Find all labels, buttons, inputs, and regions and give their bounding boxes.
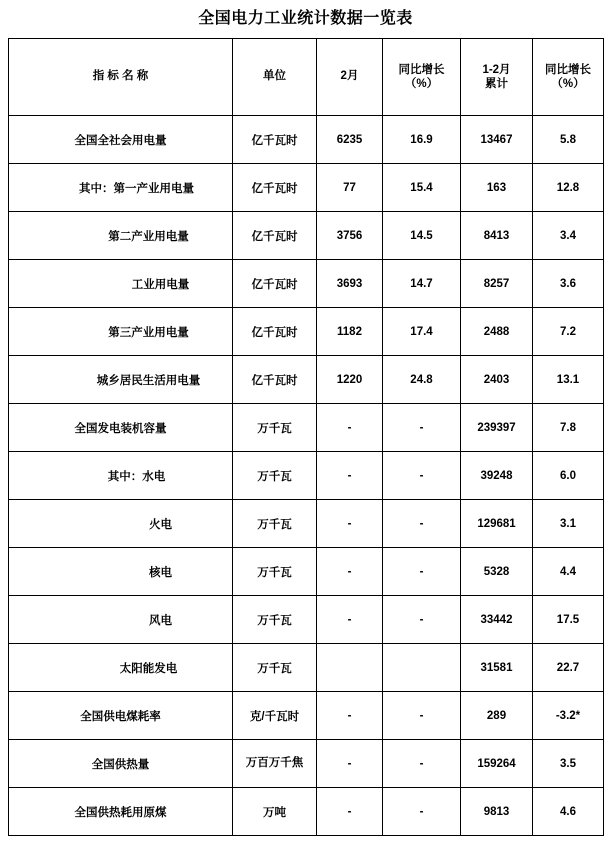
cell-cumulative-value: 9813 bbox=[461, 788, 533, 836]
cell-unit: 万千瓦 bbox=[233, 500, 317, 548]
cell-february-value: 6235 bbox=[317, 116, 383, 164]
yoy-cumulative-line1: 同比增长 bbox=[545, 63, 591, 76]
cell-february-value: - bbox=[317, 452, 383, 500]
cell-cumulative-value: 159264 bbox=[461, 740, 533, 788]
cell-cumulative-value: 2488 bbox=[461, 308, 533, 356]
cell-february-value: 3693 bbox=[317, 260, 383, 308]
cell-cumulative-yoy: 7.2 bbox=[533, 308, 604, 356]
cell-cumulative-value: 5328 bbox=[461, 548, 533, 596]
cell-cumulative-value: 289 bbox=[461, 692, 533, 740]
cell-february-yoy: - bbox=[383, 452, 461, 500]
cell-indicator-name: 第二产业用电量 bbox=[9, 212, 233, 260]
table-row bbox=[9, 260, 604, 308]
table-row bbox=[9, 548, 604, 596]
cell-february-yoy: 15.4 bbox=[383, 164, 461, 212]
cell-cumulative-yoy: 22.7 bbox=[533, 644, 604, 692]
table-row bbox=[9, 644, 604, 692]
cell-cumulative-value: 129681 bbox=[461, 500, 533, 548]
cell-cumulative-value: 39248 bbox=[461, 452, 533, 500]
cell-february-yoy: - bbox=[383, 500, 461, 548]
cell-unit: 亿千瓦时 bbox=[233, 356, 317, 404]
cell-february-value bbox=[317, 644, 383, 692]
cell-unit: 万吨 bbox=[233, 788, 317, 836]
cell-cumulative-yoy: 5.8 bbox=[533, 116, 604, 164]
cell-february-yoy: - bbox=[383, 596, 461, 644]
cell-indicator-name: 其中：水电 bbox=[9, 452, 233, 500]
cell-cumulative-value: 8413 bbox=[461, 212, 533, 260]
table-row bbox=[9, 116, 604, 164]
cell-cumulative-yoy: 3.5 bbox=[533, 740, 604, 788]
cell-cumulative-value: 33442 bbox=[461, 596, 533, 644]
cell-cumulative-yoy: 3.4 bbox=[533, 212, 604, 260]
cell-february-yoy: - bbox=[383, 548, 461, 596]
cell-unit: 亿千瓦时 bbox=[233, 212, 317, 260]
cell-february-yoy: 24.8 bbox=[383, 356, 461, 404]
cell-unit: 万千瓦 bbox=[233, 596, 317, 644]
cell-february-value: 77 bbox=[317, 164, 383, 212]
table-row bbox=[9, 452, 604, 500]
cell-cumulative-yoy: 3.6 bbox=[533, 260, 604, 308]
cell-unit-text: 万百万千焦 bbox=[245, 756, 304, 769]
column-header-cumulative bbox=[461, 39, 533, 116]
cell-cumulative-value: 163 bbox=[461, 164, 533, 212]
column-header-yoy-february bbox=[383, 39, 461, 116]
cell-unit: 万千瓦 bbox=[233, 548, 317, 596]
cell-unit: 亿千瓦时 bbox=[233, 308, 317, 356]
yoy-february-line1: 同比增长 bbox=[398, 63, 445, 76]
cell-february-value: - bbox=[317, 692, 383, 740]
yoy-cumulative-line2: （%） bbox=[551, 78, 585, 91]
cell-indicator-name: 全国发电装机容量 bbox=[9, 404, 233, 452]
table-header bbox=[9, 39, 604, 116]
cell-indicator-name: 其中：第一产业用电量 bbox=[9, 164, 233, 212]
cell-february-yoy: 17.4 bbox=[383, 308, 461, 356]
table-row bbox=[9, 500, 604, 548]
cell-indicator-name: 火电 bbox=[9, 500, 233, 548]
cell-february-yoy: - bbox=[383, 692, 461, 740]
cell-cumulative-yoy: 4.4 bbox=[533, 548, 604, 596]
cell-indicator-name: 工业用电量 bbox=[9, 260, 233, 308]
cell-february-value: - bbox=[317, 500, 383, 548]
cell-indicator-name: 全国供热耗用原煤 bbox=[9, 788, 233, 836]
cell-february-yoy: 14.7 bbox=[383, 260, 461, 308]
cell-indicator-name: 全国全社会用电量 bbox=[9, 116, 233, 164]
cell-unit: 万千瓦 bbox=[233, 644, 317, 692]
column-header-yoy-cumulative bbox=[533, 39, 604, 116]
cell-february-value: - bbox=[317, 548, 383, 596]
cell-february-yoy: - bbox=[383, 404, 461, 452]
table-row bbox=[9, 788, 604, 836]
cell-cumulative-yoy: 6.0 bbox=[533, 452, 604, 500]
table-row bbox=[9, 308, 604, 356]
cell-unit: 克/千瓦时 bbox=[233, 692, 317, 740]
cell-february-yoy: 16.9 bbox=[383, 116, 461, 164]
cell-february-value: - bbox=[317, 740, 383, 788]
cell-cumulative-yoy: 17.5 bbox=[533, 596, 604, 644]
cell-february-value: 1182 bbox=[317, 308, 383, 356]
table-row bbox=[9, 164, 604, 212]
cell-cumulative-value: 31581 bbox=[461, 644, 533, 692]
cell-february-value: 1220 bbox=[317, 356, 383, 404]
cell-indicator-name: 全国供热量 bbox=[9, 740, 233, 788]
cell-cumulative-yoy: 4.6 bbox=[533, 788, 604, 836]
cell-indicator-name: 全国供电煤耗率 bbox=[9, 692, 233, 740]
cell-february-yoy bbox=[383, 644, 461, 692]
cell-february-yoy: - bbox=[383, 788, 461, 836]
cell-unit bbox=[233, 740, 317, 788]
cell-february-yoy: - bbox=[383, 740, 461, 788]
table-header-row bbox=[9, 39, 604, 116]
cell-indicator-name: 太阳能发电 bbox=[9, 644, 233, 692]
cell-february-value: - bbox=[317, 404, 383, 452]
table-row bbox=[9, 404, 604, 452]
cell-february-value: 3756 bbox=[317, 212, 383, 260]
yoy-february-line2: （%） bbox=[404, 78, 439, 91]
table-row bbox=[9, 596, 604, 644]
column-header-february: 2月 bbox=[317, 39, 383, 116]
column-header-indicator-name: 指 标 名 称 bbox=[9, 39, 233, 116]
cell-unit: 亿千瓦时 bbox=[233, 260, 317, 308]
cell-unit: 万千瓦 bbox=[233, 404, 317, 452]
cell-cumulative-yoy: 7.8 bbox=[533, 404, 604, 452]
cell-cumulative-value: 239397 bbox=[461, 404, 533, 452]
statistics-table bbox=[8, 38, 604, 836]
cell-february-value: - bbox=[317, 596, 383, 644]
cell-february-value: - bbox=[317, 788, 383, 836]
column-header-unit: 单位 bbox=[233, 39, 317, 116]
cumulative-line1: 1-2月 bbox=[482, 63, 511, 76]
cell-indicator-name: 城乡居民生活用电量 bbox=[9, 356, 233, 404]
table-row bbox=[9, 692, 604, 740]
table-row bbox=[9, 740, 604, 788]
page-title: 全国电力工业统计数据一览表 bbox=[198, 10, 413, 27]
cell-indicator-name: 核电 bbox=[9, 548, 233, 596]
cumulative-line2: 累计 bbox=[485, 78, 508, 91]
cell-cumulative-value: 8257 bbox=[461, 260, 533, 308]
cell-cumulative-yoy: 12.8 bbox=[533, 164, 604, 212]
cell-unit: 万千瓦 bbox=[233, 452, 317, 500]
table-body bbox=[9, 116, 604, 836]
cell-unit: 亿千瓦时 bbox=[233, 116, 317, 164]
cell-cumulative-yoy: 13.1 bbox=[533, 356, 604, 404]
cell-cumulative-yoy: -3.2* bbox=[533, 692, 604, 740]
cell-cumulative-value: 2403 bbox=[461, 356, 533, 404]
cell-cumulative-yoy: 3.1 bbox=[533, 500, 604, 548]
cell-indicator-name: 风电 bbox=[9, 596, 233, 644]
cell-unit: 亿千瓦时 bbox=[233, 164, 317, 212]
table-row bbox=[9, 212, 604, 260]
table-row bbox=[9, 356, 604, 404]
cell-february-yoy: 14.5 bbox=[383, 212, 461, 260]
cell-indicator-name: 第三产业用电量 bbox=[9, 308, 233, 356]
cell-cumulative-value: 13467 bbox=[461, 116, 533, 164]
